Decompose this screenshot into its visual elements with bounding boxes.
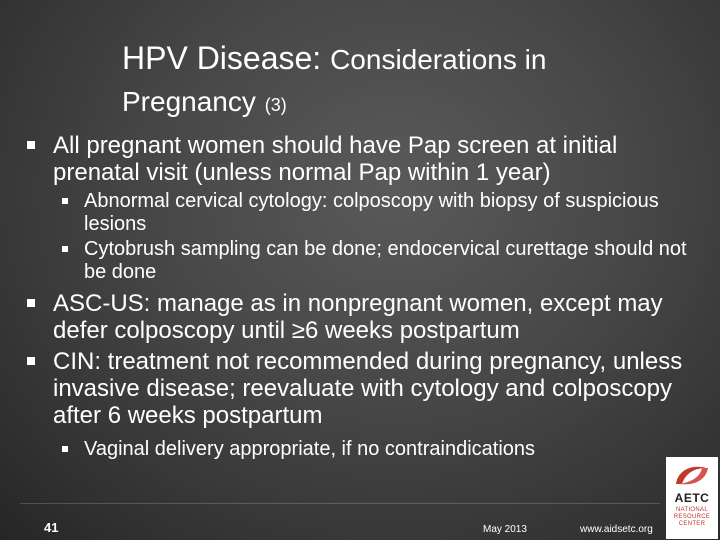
square-bullet-icon: [27, 299, 35, 307]
square-bullet-icon: [62, 446, 68, 452]
footer-url[interactable]: www.aidsetc.org: [580, 524, 653, 535]
logo-line-3: CENTER: [678, 521, 706, 527]
square-bullet-icon: [62, 246, 68, 252]
footer-date: May 2013: [483, 524, 527, 535]
sub-bullet-text: Vaginal delivery appropriate, if no contraindications: [84, 438, 536, 460]
aetc-logo: [666, 457, 718, 539]
square-bullet-icon: [62, 198, 68, 204]
logo-line-2: RESOURCE: [673, 514, 711, 520]
bullet-item: [24, 348, 710, 429]
bullet-text: CIN: treatment not recommended during pregnancy, unless invasive disease; reevaluate with cytology and colposcopy after 6 weeks postpartum: [53, 348, 683, 429]
logo-line-1: NATIONAL: [676, 507, 708, 513]
slide-title: [122, 38, 682, 126]
title-part-1: HPV Disease:: [122, 40, 322, 76]
bullet-text: ASC-US: manage as in nonpregnant women, except may defer colposcopy until ≥6 weeks postpartum: [53, 290, 663, 344]
square-bullet-icon: [27, 357, 35, 365]
bullet-item: [24, 132, 710, 186]
sub-bullet-item: [24, 190, 710, 236]
logo-name: AETC: [674, 491, 710, 505]
bullet-text: All pregnant women should have Pap screen at initial prenatal visit (unless normal Pap within 1 year): [53, 132, 618, 186]
sub-bullet-item: [24, 438, 710, 461]
sub-bullet-text: Abnormal cervical cytology: colposcopy with biopsy of suspicious lesions: [84, 190, 659, 235]
bullet-list: [24, 132, 710, 461]
title-part-2: Considerations in: [330, 44, 547, 75]
slide-number: 41: [44, 520, 59, 535]
sub-bullet-text: Cytobrush sampling can be done; endocervical curettage should not be done: [84, 238, 687, 283]
square-bullet-icon: [27, 141, 35, 149]
bullet-item: [24, 290, 710, 344]
title-part-4: (3): [264, 95, 287, 115]
sub-bullet-item: [24, 238, 710, 284]
aetc-swirl-icon: [672, 460, 712, 490]
footer-divider: [20, 503, 660, 504]
title-part-3: Pregnancy: [122, 86, 256, 117]
